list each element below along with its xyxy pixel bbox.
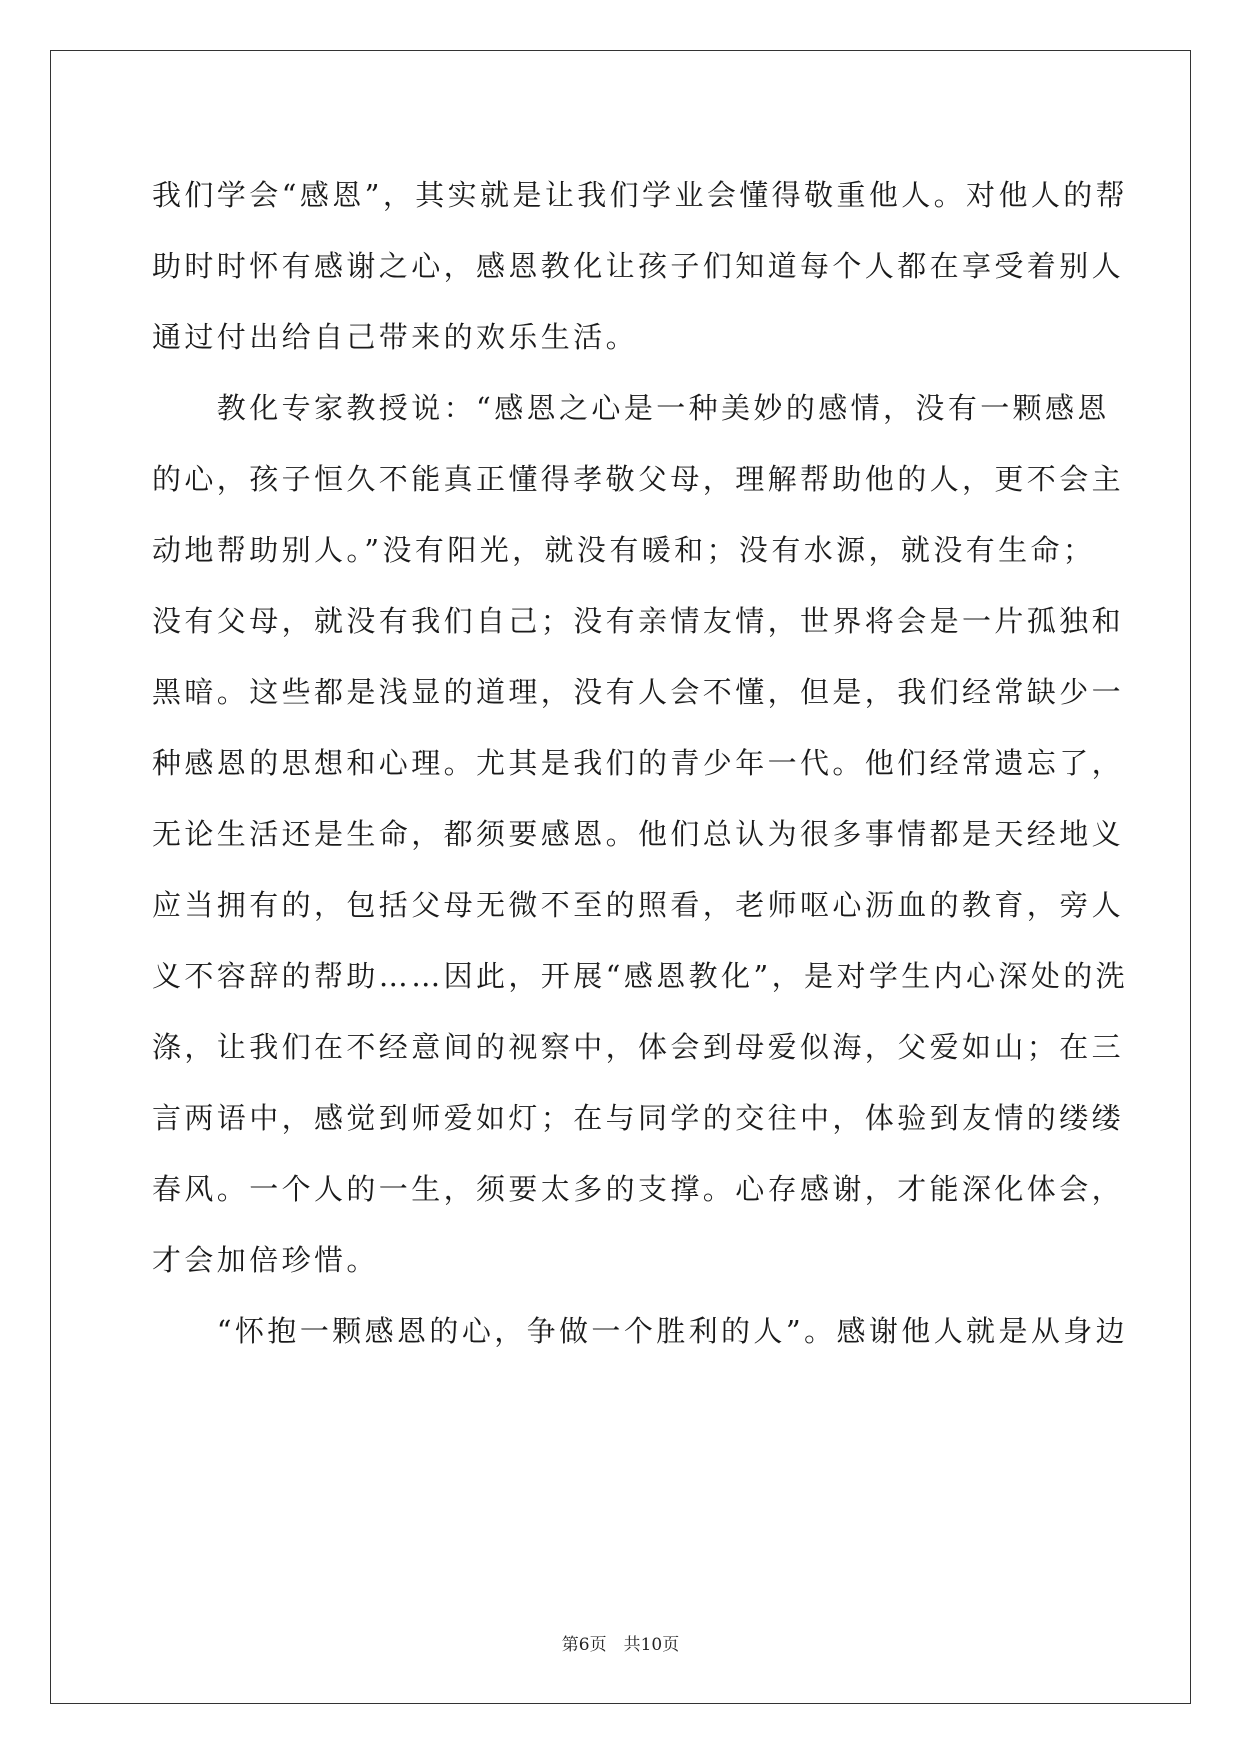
- text-line: “怀抱一颗感恩的心，争做一个胜利的人”。感谢他人就是从身边: [152, 1314, 1129, 1348]
- text-line: 春风。一个人的一生，须要太多的支撑。心存感谢，才能深化体会，: [152, 1172, 1125, 1206]
- text-line: 动地帮助别人。”没有阳光，就没有暖和；没有水源，就没有生命；: [152, 533, 1096, 567]
- text-line: 才会加倍珍惜。: [152, 1243, 379, 1277]
- text-line: 涤，让我们在不经意间的视察中，体会到母爱似海，父爱如山；在三: [152, 1030, 1125, 1064]
- text-line: 没有父母，就没有我们自己；没有亲情友情，世界将会是一片孤独和: [152, 604, 1125, 638]
- page-number-footer: 第6页 共10页: [561, 1635, 680, 1655]
- document-body: [152, 160, 1129, 1367]
- text-line: 义不容辞的帮助……因此，开展“感恩教化”，是对学生内心深处的洗: [152, 959, 1129, 993]
- text-line: 无论生活还是生命，都须要感恩。他们总认为很多事情都是天经地义: [152, 817, 1125, 851]
- text-line: 通过付出给自己带来的欢乐生活。: [152, 320, 639, 354]
- text-line: 教化专家教授说：“感恩之心是一种美妙的感情，没有一颗感恩: [152, 391, 1110, 425]
- text-line: 种感恩的思想和心理。尤其是我们的青少年一代。他们经常遗忘了，: [152, 746, 1125, 780]
- text-line: 言两语中，感觉到师爱如灯；在与同学的交往中，体验到友情的缕缕: [152, 1101, 1125, 1135]
- text-line: 我们学会“感恩”，其实就是让我们学业会懂得敬重他人。对他人的帮: [152, 178, 1129, 212]
- text-line: 应当拥有的，包括父母无微不至的照看，老师呕心沥血的教育，旁人: [152, 888, 1125, 922]
- text-line: 的心，孩子恒久不能真正懂得孝敬父母，理解帮助他的人，更不会主: [152, 462, 1125, 496]
- text-line: 黑暗。这些都是浅显的道理，没有人会不懂，但是，我们经常缺少一: [152, 675, 1125, 709]
- text-line: 助时时怀有感谢之心，感恩教化让孩子们知道每个人都在享受着别人: [152, 249, 1125, 283]
